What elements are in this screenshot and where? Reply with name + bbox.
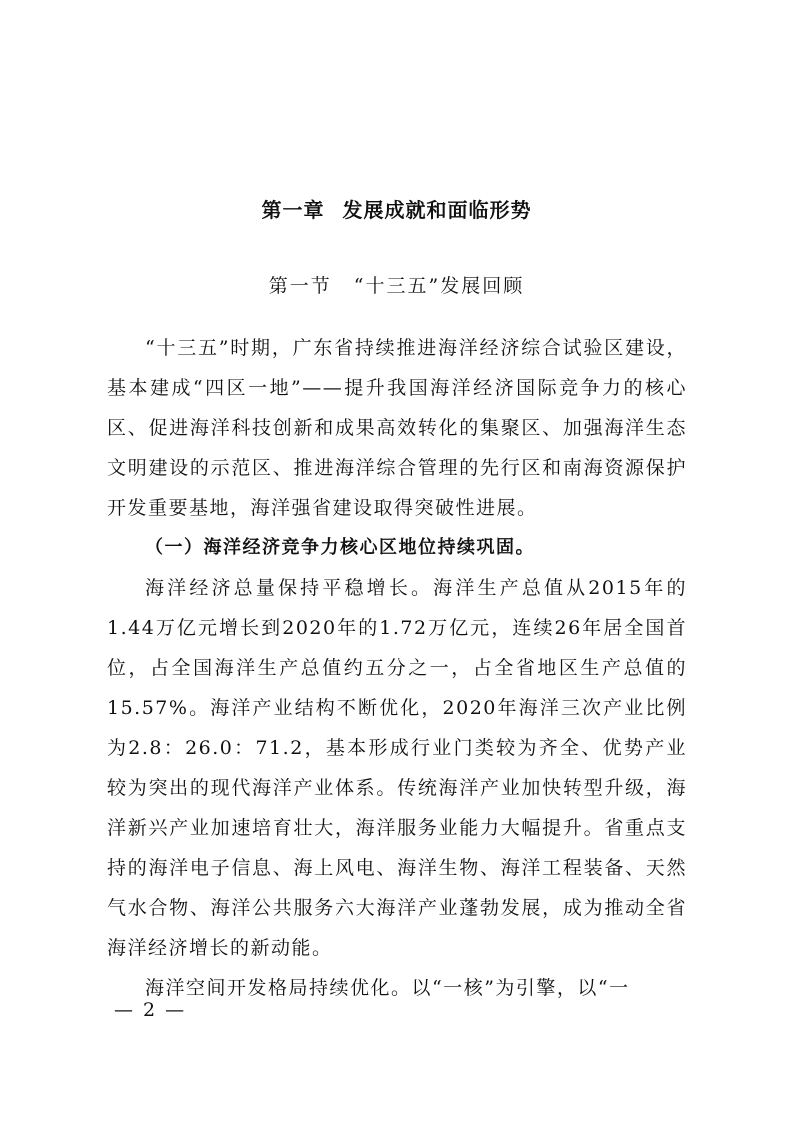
economy-paragraph: 海洋经济总量保持平稳增长。海洋生产总值从2015年的1.44万亿元增长到2020年的1.72万亿元，连续26年居全国首位，占全国海洋生产总值约五分之一，占全省地区生产总值的15.57%。海洋产业结构不断优化，2020年海洋三次产业比例为2.8：26.0：71.2，基本形成行业门类较为齐全、优势产业较为突出的现代海洋产业体系。传统海洋产业加快转型升级，海洋新兴产业加速培育壮大，海洋服务业能力大幅提升。省重点支持的海洋电子信息、海上风电、海洋生物、海洋工程装备、天然气水合物、海洋公共服务六大海洋产业蓬勃发展，成为推动全省海洋经济增长的新动能。 xyxy=(107,577,687,959)
chapter-label: 第一章 xyxy=(261,198,325,222)
chapter-title: 发展成就和面临形势 xyxy=(342,198,532,222)
spatial-paragraph: 海洋空间开发格局持续优化。以“一核”为引擎，以“一 xyxy=(145,977,630,999)
section-label: 第一节 xyxy=(268,275,332,297)
body-text xyxy=(107,328,687,1008)
subsection-heading: （一）海洋经济竞争力核心区地位持续巩固。 xyxy=(145,537,535,558)
section-title: “十三五”发展回顾 xyxy=(353,275,525,297)
section-heading xyxy=(0,272,793,300)
intro-paragraph: “十三五”时期，广东省持续推进海洋经济综合试验区建设，基本建成“四区一地”——提升我国海洋经济国际竞争力的核心区、促进海洋科技创新和成果高效转化的集聚区、加强海洋生态文明建设的示范区、推进海洋综合管理的先行区和南海资源保护开发重要基地，海洋强省建设取得突破性进展。 xyxy=(107,337,687,519)
chapter-heading xyxy=(0,196,793,224)
page-number: — 2 — xyxy=(114,999,187,1021)
